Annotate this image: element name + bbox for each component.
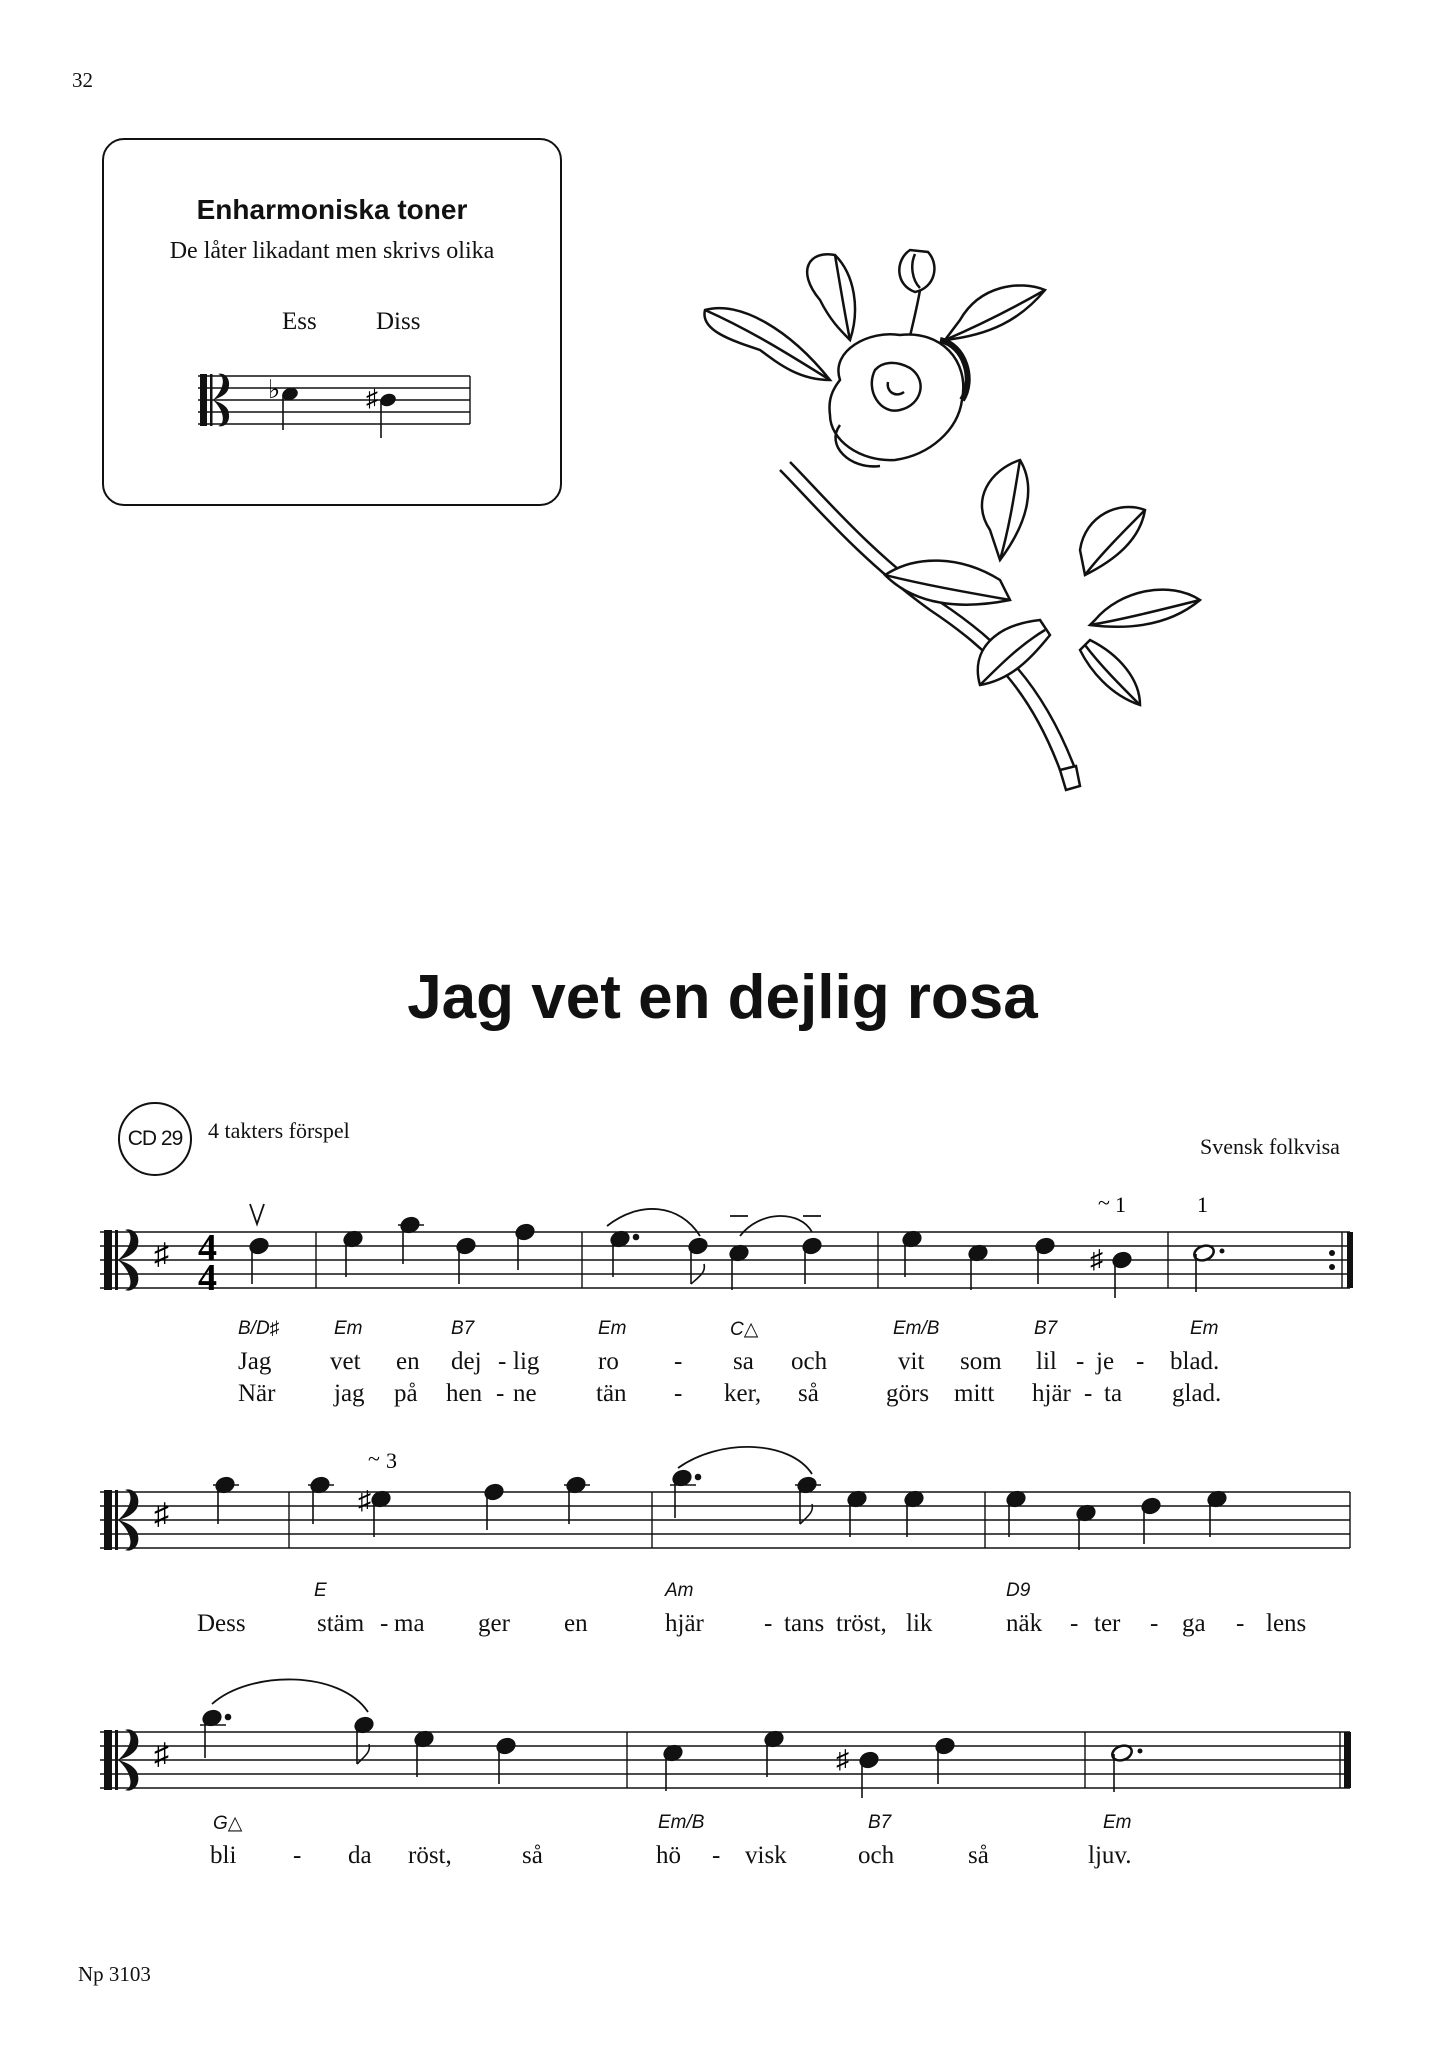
lyric-syllable: tans	[784, 1610, 825, 1637]
lyric-syllable: ger	[478, 1610, 510, 1637]
lyric-syllable: vet	[330, 1348, 361, 1375]
lyric-syllable: så	[522, 1842, 543, 1869]
chord-symbol: D9	[1006, 1580, 1031, 1601]
chord-symbol: Em	[1103, 1812, 1132, 1833]
music-staff-3	[100, 1640, 1370, 1800]
enharmonic-staff	[190, 360, 480, 460]
lyric-hyphen: -	[1150, 1610, 1159, 1637]
lyric-syllable: hjär	[665, 1610, 704, 1637]
lyric-syllable: ta	[1104, 1380, 1123, 1407]
info-box-subtitle: De låter likadant men skrivs olika	[169, 238, 495, 264]
composer-credit: Svensk folkvisa	[1200, 1134, 1340, 1159]
note-name-ess: Ess	[282, 308, 317, 335]
chord-symbol: G△	[213, 1813, 243, 1834]
accidental-sharp-icon: ♯	[836, 1745, 849, 1774]
lyric-hyphen: -	[498, 1348, 507, 1375]
lyric-syllable: lig	[513, 1348, 540, 1375]
chord-symbol: Em	[334, 1318, 363, 1339]
lyric-hyphen: -	[674, 1380, 683, 1407]
accidental-sharp-icon: ♯	[1090, 1245, 1103, 1274]
lyric-syllable: lil	[1036, 1348, 1057, 1375]
lyric-hyphen: -	[764, 1610, 773, 1637]
lyric-syllable: ne	[513, 1380, 537, 1407]
lyric-syllable: görs	[886, 1380, 930, 1407]
lyric-syllable: hö	[656, 1842, 681, 1869]
lyric-syllable: på	[394, 1380, 418, 1407]
lyric-syllable: När	[238, 1380, 276, 1407]
fingering-tilde: ~	[1098, 1190, 1110, 1215]
svg-text:♭: ♭	[268, 375, 281, 404]
lyric-syllable: och	[791, 1348, 828, 1375]
lyric-hyphen: -	[380, 1610, 389, 1637]
lyric-syllable: sa	[733, 1348, 754, 1375]
page-number: 32	[72, 68, 93, 92]
chord-symbol: Em	[598, 1318, 627, 1339]
lyric-syllable: en	[396, 1348, 420, 1375]
lyric-syllable: ker,	[724, 1380, 762, 1407]
lyric-hyphen: -	[674, 1348, 683, 1375]
lyric-syllable: en	[564, 1610, 588, 1637]
chord-symbol: Em	[1190, 1318, 1219, 1339]
time-signature-bottom: 4	[198, 1257, 217, 1299]
accidental-sharp-icon: ♯	[358, 1486, 371, 1515]
lyric-hyphen: -	[1076, 1348, 1085, 1375]
lyric-syllable: lens	[1266, 1610, 1307, 1637]
lyric-hyphen: -	[1136, 1348, 1145, 1375]
key-signature-sharp-icon: ♯	[154, 1238, 169, 1271]
publisher-code: Np 3103	[78, 1962, 151, 1986]
fingering-3: 3	[386, 1448, 397, 1473]
lyric-syllable: je	[1096, 1348, 1115, 1375]
lyric-syllable: ro	[598, 1348, 619, 1375]
lyric-syllable: ter	[1094, 1610, 1121, 1637]
info-box-title: Enharmoniska toner	[196, 194, 468, 225]
lyric-hyphen: -	[712, 1842, 721, 1869]
lyric-syllable: ga	[1182, 1610, 1206, 1637]
chord-symbol: B7	[868, 1812, 892, 1833]
lyric-syllable: och	[858, 1842, 895, 1869]
lyric-syllable: röst,	[408, 1842, 452, 1869]
lyric-syllable: stäm	[317, 1610, 365, 1637]
note-name-diss: Diss	[376, 308, 421, 335]
fingering-1: 1	[1115, 1192, 1126, 1217]
lyric-syllable: näk	[1006, 1610, 1043, 1637]
cd-track-badge: CD 29	[118, 1102, 192, 1176]
fingering-1b: 1	[1197, 1192, 1208, 1217]
lyric-syllable: bli	[210, 1842, 237, 1869]
lyric-hyphen: -	[1070, 1610, 1079, 1637]
chord-symbol: C△	[730, 1319, 759, 1340]
chord-symbol: B7	[451, 1318, 475, 1339]
lyric-syllable: visk	[745, 1842, 787, 1869]
lyric-hyphen: -	[1084, 1380, 1093, 1407]
lyric-syllable: tän	[596, 1380, 627, 1407]
lyric-syllable: Dess	[197, 1610, 246, 1637]
lyric-syllable: hen	[446, 1380, 483, 1407]
lyric-hyphen: -	[496, 1380, 505, 1407]
lyric-hyphen: -	[1236, 1610, 1245, 1637]
chord-symbol: E	[314, 1580, 327, 1601]
lyric-syllable: ma	[394, 1610, 425, 1637]
time-signature-top: 4	[198, 1227, 217, 1269]
music-staff-2	[100, 1440, 1370, 1590]
lyric-syllable: vit	[898, 1348, 925, 1375]
song-title: Jag vet en dejlig rosa	[407, 963, 1038, 1032]
lyric-syllable: Jag	[238, 1348, 272, 1375]
lyric-syllable: hjär	[1032, 1380, 1071, 1407]
lyric-syllable: glad.	[1172, 1380, 1222, 1407]
chord-symbol: Em/B	[893, 1318, 940, 1339]
chord-symbol: Am	[665, 1580, 694, 1601]
up-bow-icon	[250, 1204, 264, 1224]
chord-symbol: B/D♯	[238, 1318, 280, 1339]
lyric-syllable: lik	[906, 1610, 933, 1637]
chord-symbol: Em/B	[658, 1812, 705, 1833]
chord-symbol: B7	[1034, 1318, 1058, 1339]
fingering-tilde: ~	[368, 1446, 380, 1471]
key-signature-sharp-icon: ♯	[154, 1498, 169, 1531]
lyric-syllable: så	[798, 1380, 819, 1407]
lyric-syllable: blad.	[1170, 1348, 1220, 1375]
lyric-syllable: tröst,	[836, 1610, 887, 1637]
svg-text:♯: ♯	[366, 386, 378, 412]
intro-text: 4 takters förspel	[208, 1118, 350, 1143]
lyric-syllable: da	[348, 1842, 372, 1869]
lyric-syllable: ljuv.	[1088, 1842, 1132, 1869]
lyric-syllable: dej	[451, 1348, 482, 1375]
lyric-syllable: jag	[334, 1380, 365, 1407]
lyric-syllable: så	[968, 1842, 989, 1869]
lyric-syllable: som	[960, 1348, 1002, 1375]
lyric-syllable: mitt	[954, 1380, 995, 1407]
lyric-hyphen: -	[293, 1842, 302, 1869]
rose-illustration	[700, 230, 1260, 820]
key-signature-sharp-icon: ♯	[154, 1738, 169, 1771]
flat-note-icon	[268, 375, 300, 430]
